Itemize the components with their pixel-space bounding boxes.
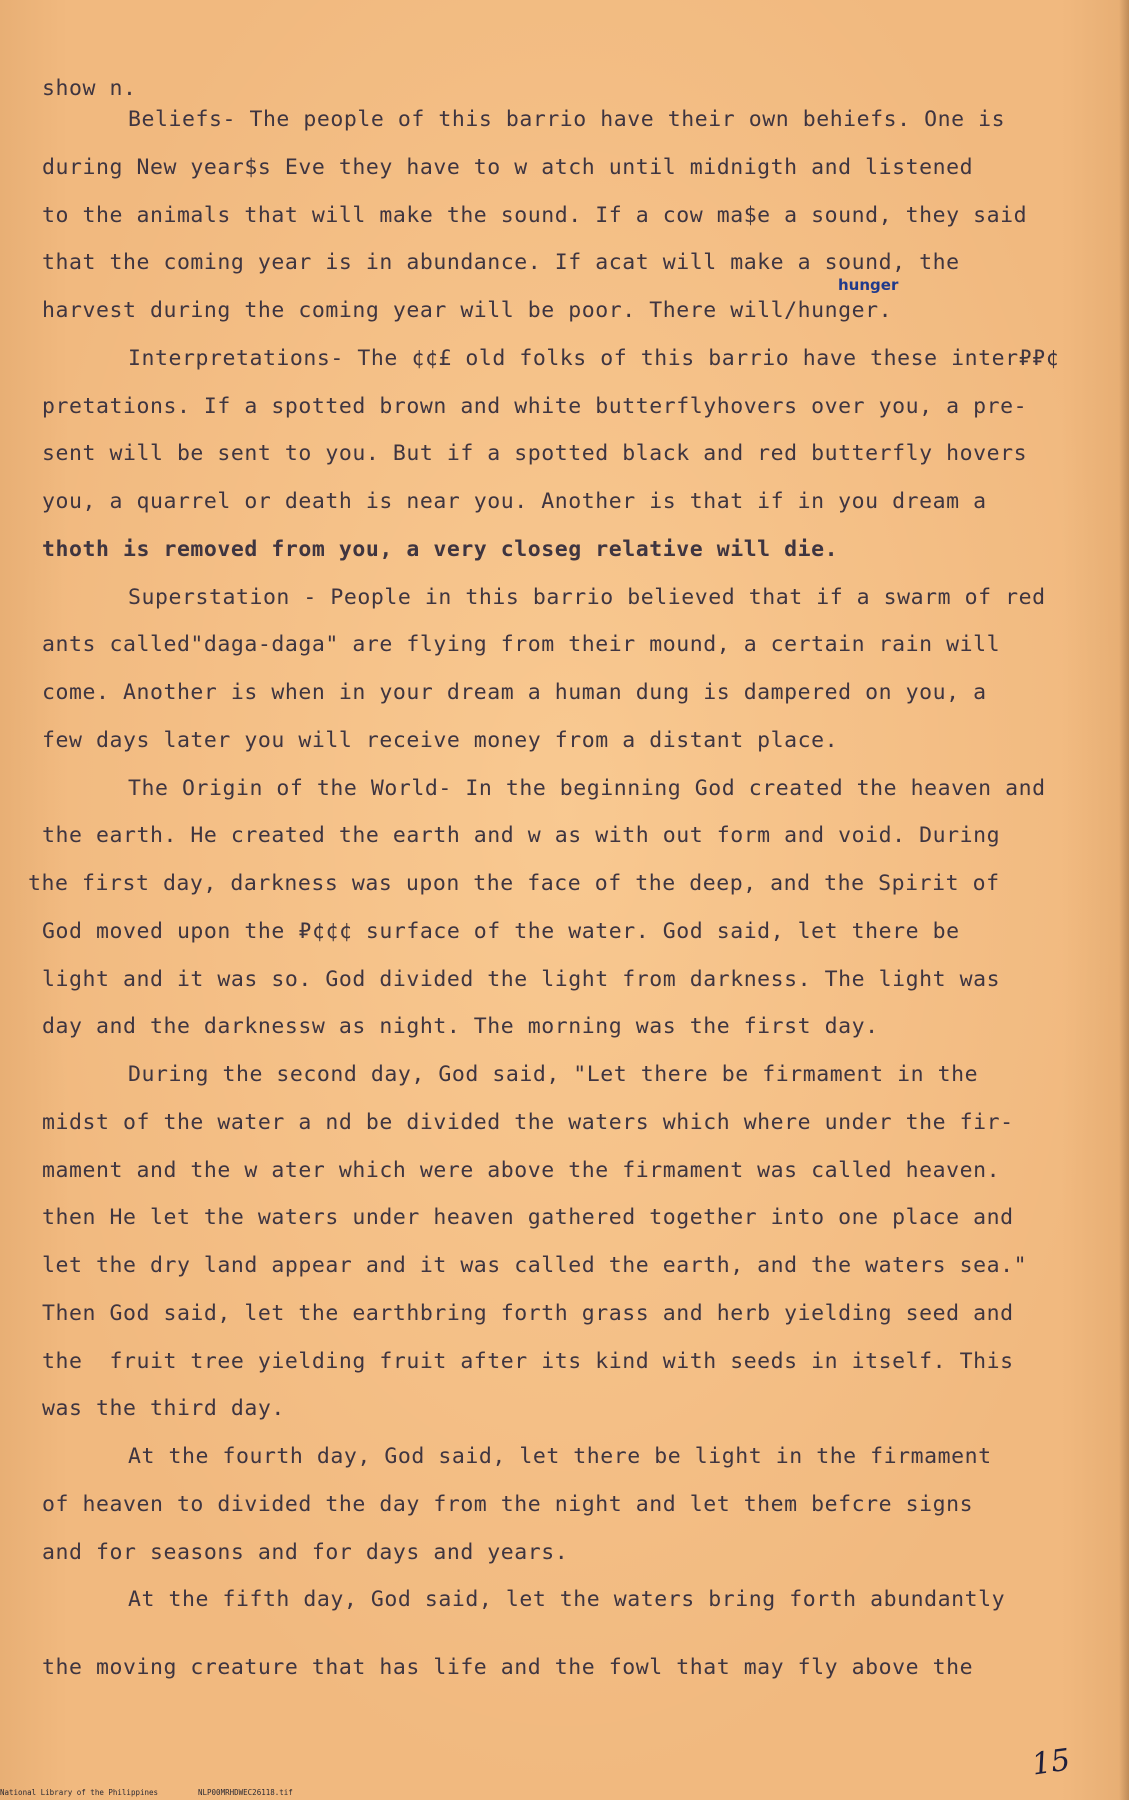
text-line-9: sent will be sent to you. But if a spotted black and red butterfly hovers — [42, 441, 1028, 466]
text-line-18: the first day, darkness was upon the face of the deep, and the Spirit of — [28, 871, 1000, 896]
text-line-25: then He let the waters under heaven gathered together into one place and — [42, 1205, 1014, 1230]
text-line-20: light and it was so. God divided the light from darkness. The light was — [42, 967, 1001, 992]
text-line-6: harvest during the coming year will be poor. There will/hunger. — [42, 298, 893, 323]
text-line-29: was the third day. — [42, 1396, 285, 1421]
text-line-21: day and the darknessw as night. The morning was the first day. — [42, 1014, 879, 1039]
text-line-16: The Origin of the World- In the beginning God created the heaven and — [128, 776, 1046, 801]
text-line-13: ants called"daga-daga" are flying from their mound, a certain rain will — [42, 632, 1001, 657]
page-edge-shadow — [1119, 0, 1129, 1800]
text-line-17: the earth. He created the earth and w as with out form and void. During — [42, 823, 1001, 848]
text-line-5: that the coming year is in abundance. If acat will make a sound, the — [42, 250, 960, 275]
text-line-22: During the second day, God said, "Let there be firmament in the — [128, 1062, 979, 1087]
text-line-27: Then God said, let the earthbring forth grass and herb yielding seed and — [42, 1301, 1014, 1326]
handwritten-page-number: 15 — [1029, 1742, 1073, 1783]
text-line-11: thoth is removed from you, a very closeg relative will die. — [42, 537, 839, 562]
text-line-10: you, a quarrel or death is near you. Another is that if in you dream a — [42, 489, 987, 514]
text-line-19: God moved upon the ₽¢¢¢ surface of the water. God said, let there be — [42, 919, 960, 944]
text-line-28: the fruit tree yielding fruit after its kind with seeds in itself. This — [42, 1349, 1014, 1374]
text-line-23: midst of the water a nd be divided the waters which where under the fir- — [42, 1110, 1014, 1135]
text-line-34: the moving creature that has life and the fowl that may fly above the — [42, 1655, 974, 1680]
text-line-4: to the animals that will make the sound. If a cow ma$e a sound, they said — [42, 203, 1028, 228]
text-line-2: Beliefs- The people of this barrio have their own behiefs. One is — [128, 107, 1006, 132]
footer-library-name: National Library of the Philippines — [0, 1788, 159, 1797]
text-line-1: show n. — [42, 76, 137, 101]
text-line-31: of heaven to divided the day from the night and let them befcre signs — [42, 1492, 974, 1517]
text-line-33: At the fifth day, God said, let the waters bring forth abundantly — [128, 1587, 1006, 1612]
text-line-30: At the fourth day, God said, let there be light in the firmament — [128, 1444, 992, 1469]
text-line-32: and for seasons and for days and years. — [42, 1540, 569, 1565]
text-line-8: pretations. If a spotted brown and white butterflyhovers over you, a pre- — [42, 394, 1028, 419]
text-line-7: Interpretations- The ¢¢£ old folks of this barrio have these inter₽₽¢ — [128, 346, 1060, 371]
text-line-14: come. Another is when in your dream a human dung is dampered on you, a — [42, 680, 987, 705]
text-line-3: during New year$s Eve they have to w atch until midnigth and listened — [42, 155, 974, 180]
text-line-12: Superstation - People in this barrio believed that if a swarm of red — [128, 585, 1046, 610]
text-line-26: let the dry land appear and it was called the earth, and the waters sea." — [42, 1253, 1028, 1278]
footer-file-name: NLP00MRHDWEC26118.tif — [198, 1788, 293, 1797]
text-line-15: few days later you will receive money from a distant place. — [42, 728, 839, 753]
text-line-24: mament and the w ater which were above the firmament was called heaven. — [42, 1158, 1001, 1183]
handwritten-hunger-insert: hunger — [838, 276, 899, 294]
